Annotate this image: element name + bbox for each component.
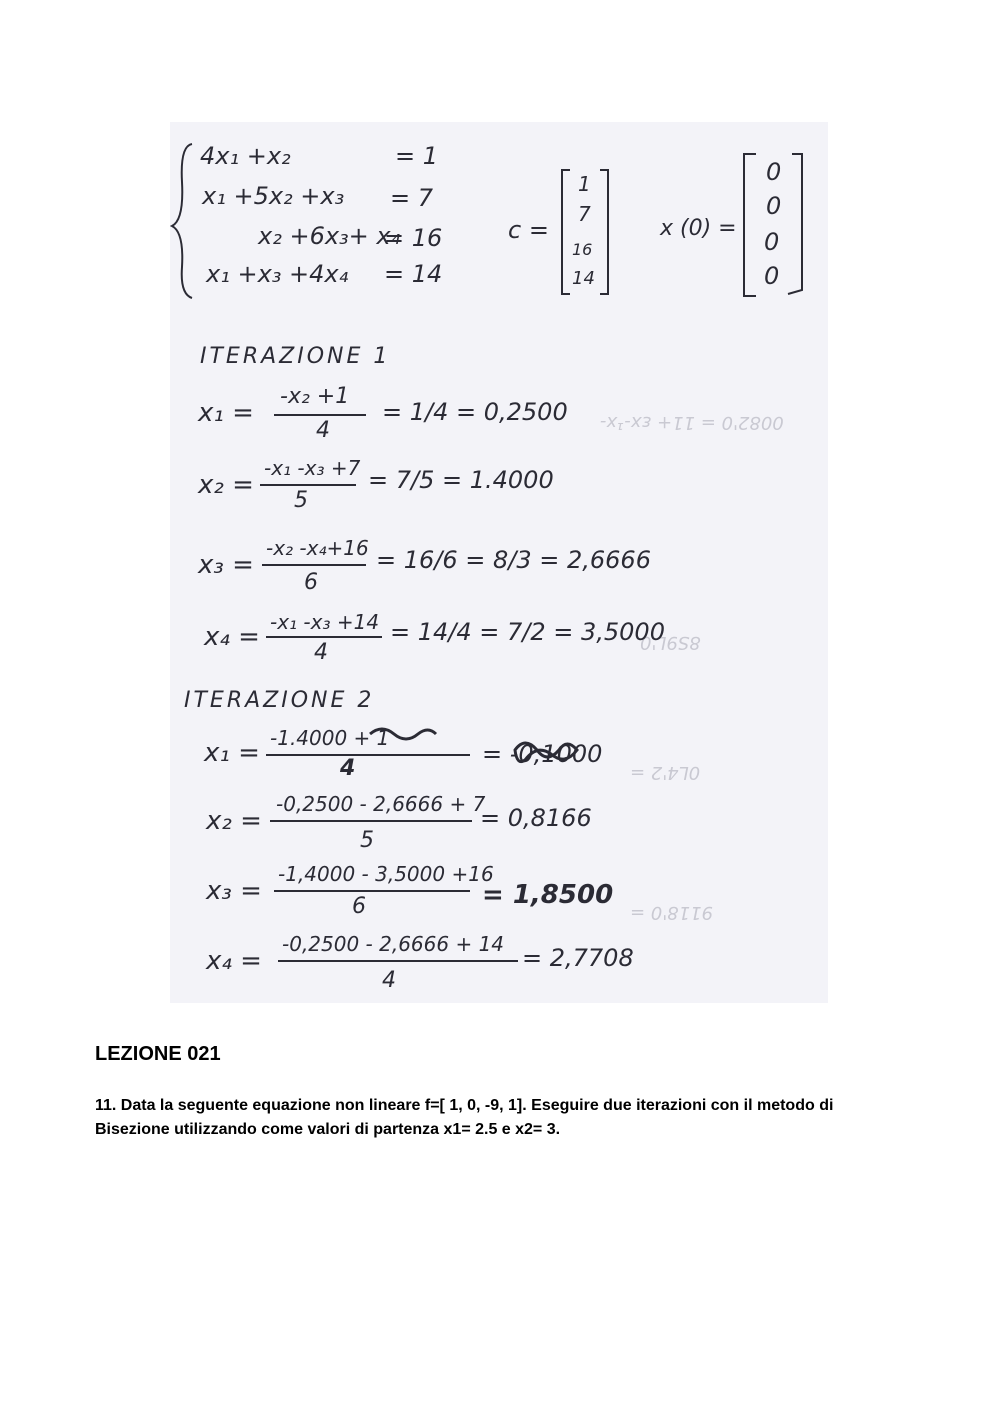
c-value-2: 7 [578,202,591,226]
fraction-bar [262,564,366,566]
it1-x3-den: 6 [304,570,318,595]
x0-value-1: 0 [766,158,782,186]
ghost-text: 8S9L'0 [640,632,701,653]
it2-x4-den: 4 [382,968,396,993]
it2-x1-num: -1.4000 + 1 [270,726,390,750]
it2-x2-num: -0,2500 - 2,6666 + 7 [276,792,486,816]
it2-x1-result: = -0,1000 [482,740,603,768]
fraction-bar [274,414,366,416]
it2-x3-den: 6 [352,894,366,919]
system-rhs-3: = 16 [384,224,443,252]
system-row-3: x₂ +6x₃+ x₄ [258,222,401,250]
section-heading: LEZIONE 021 [95,1043,221,1065]
it1-x1-den: 4 [316,418,330,443]
system-row-4: x₁ +x₃ +4x₄ [206,260,349,288]
c-bracket-right [600,170,608,294]
system-brace [172,144,192,298]
c-value-4: 14 [572,268,595,289]
fraction-bar [260,484,356,486]
it1-x2-result: = 7/5 = 1.4000 [368,466,554,494]
system-rhs-4: = 14 [384,260,443,288]
it1-x2-lhs: x₂ = [198,470,254,500]
c-value-1: 1 [578,172,591,196]
ghost-text: 0L4'2 = [630,762,701,783]
it1-x1-lhs: x₁ = [198,398,254,428]
it2-x4-num: -0,2500 - 2,6666 + 14 [282,932,505,956]
it1-x3-num: -x₂ -x₄+16 [266,536,369,560]
it1-x4-den: 4 [314,640,328,665]
it1-x1-result: = 1/4 = 0,2500 [382,398,568,426]
it1-x1-num: -x₂ +1 [280,384,350,409]
fraction-bar [278,960,518,962]
c-value-3: 16 [572,240,593,259]
it2-x1-lhs: x₁ = [204,738,260,768]
it1-x4-result: = 14/4 = 7/2 = 3,5000 [390,618,665,646]
system-row-2: x₁ +5x₂ +x₃ [202,182,345,210]
it1-x3-lhs: x₃ = [198,550,254,580]
it1-x2-num: -x₁ -x₃ +7 [264,456,361,480]
ghost-text: 0082'0 = 11+ ɛx-¹x- [600,412,784,433]
fraction-bar [266,636,382,638]
x0-label: x (0) = [660,216,737,241]
it2-x4-result: = 2,7708 [522,944,634,972]
it2-x1-den: 4 [340,756,356,781]
it2-x3-result: = 1,8500 [482,880,614,910]
c-bracket-left [562,170,570,294]
it2-x2-lhs: x₂ = [206,806,262,836]
it2-x4-lhs: x₄ = [206,946,262,976]
x0-value-3: 0 [764,228,780,256]
iteration-2-title: ITERAZIONE 2 [184,688,375,713]
x0-bracket-left [744,154,756,296]
it2-x3-lhs: x₃ = [206,876,262,906]
x0-value-2: 0 [766,192,782,220]
system-row-1: 4x₁ +x₂ [200,142,291,170]
fraction-bar [270,820,472,822]
system-rhs-1: = 1 [395,142,439,170]
it2-x2-result: = 0,8166 [480,804,592,832]
ghost-text: 9118'0 = [630,902,714,923]
x0-value-4: 0 [764,262,780,290]
it2-x3-num: -1,4000 - 3,5000 +16 [278,862,494,886]
fraction-bar [266,754,470,756]
it1-x3-result: = 16/6 = 8/3 = 2,6666 [376,546,651,574]
it1-x4-num: -x₁ -x₃ +14 [270,610,380,634]
c-label: c = [508,216,549,244]
it1-x2-den: 5 [294,488,308,513]
handwritten-scan [170,122,828,1003]
fraction-bar [274,890,470,892]
it2-x2-den: 5 [360,828,374,853]
system-rhs-2: = 7 [390,184,434,212]
question-text: 11. Data la seguente equazione non lineare f=[ 1, 0, -9, 1]. Eseguire due iterazioni con il metodo di Bisezione utilizzando come valori di partenza x1= 2.5 e x2= 3. [95,1097,834,1138]
iteration-1-title: ITERAZIONE 1 [200,344,391,369]
it1-x4-lhs: x₄ = [204,622,260,652]
x0-bracket-right [788,154,802,294]
